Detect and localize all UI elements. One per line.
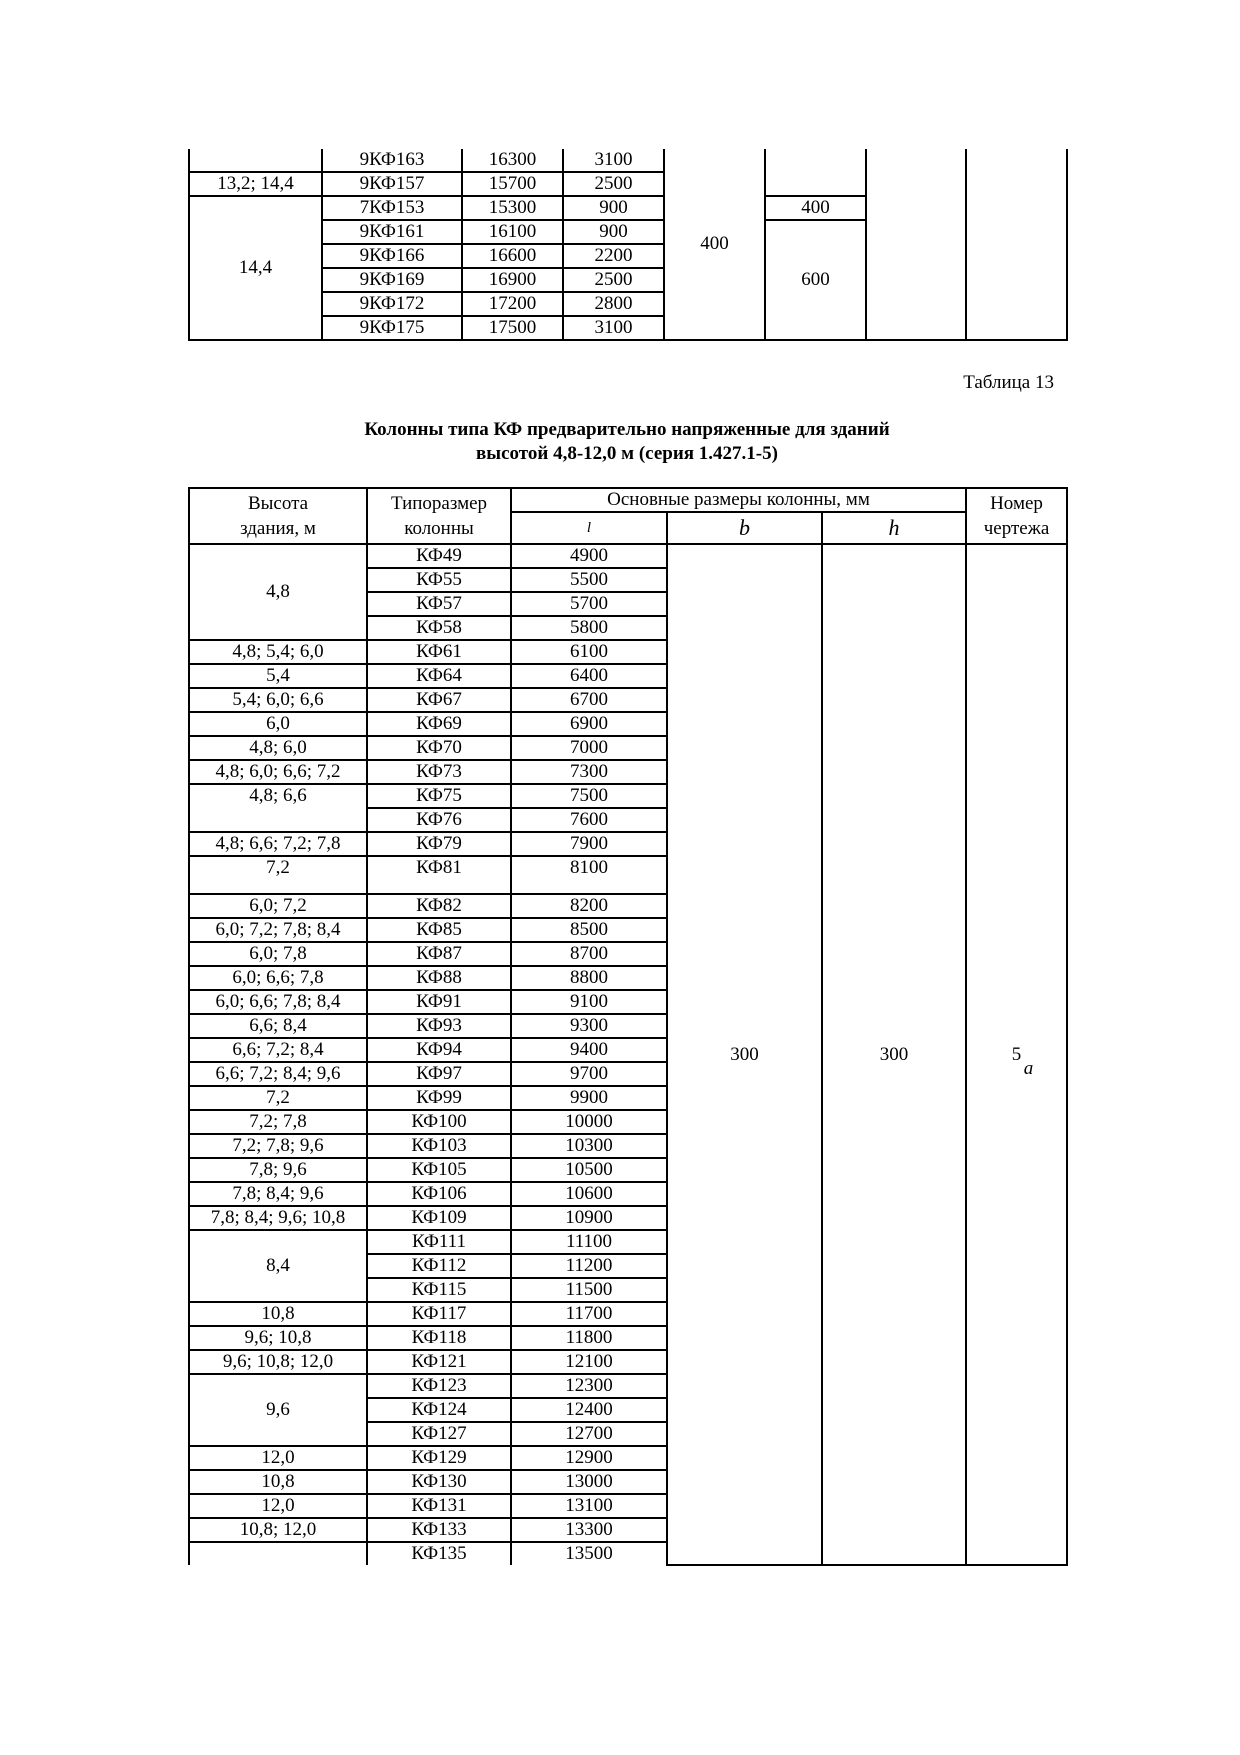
l-cell: 7900: [511, 832, 667, 856]
height-cell: 5,4: [189, 664, 367, 688]
continuation-table: [188, 149, 1068, 341]
height-cell: 4,8: [189, 544, 367, 640]
height-cell: 7,2: [189, 1086, 367, 1110]
l-cell: 9400: [511, 1038, 667, 1062]
type-cell: КФ69: [367, 712, 511, 736]
type-cell: КФ76: [367, 808, 511, 832]
height-cell: 4,8; 6,0; 6,6; 7,2: [189, 760, 367, 784]
type-cell: КФ130: [367, 1470, 511, 1494]
type-cell: КФ99: [367, 1086, 511, 1110]
l-cell: 9700: [511, 1062, 667, 1086]
height-cell: 8,4: [189, 1230, 367, 1302]
l-cell: 13500: [511, 1542, 667, 1565]
l-cell: 11500: [511, 1278, 667, 1302]
l-cell: 11100: [511, 1230, 667, 1254]
height-cell: 7,8; 8,4; 9,6: [189, 1182, 367, 1206]
table-row: [189, 149, 1067, 172]
header-height-line2: здания, м: [240, 518, 316, 539]
height-cell: 4,8; 6,0: [189, 736, 367, 760]
type-cell: КФ94: [367, 1038, 511, 1062]
header-type-line2: колонны: [404, 518, 474, 539]
l-cell: 6400: [511, 664, 667, 688]
l-cell: 5800: [511, 616, 667, 640]
type-cell: КФ82: [367, 894, 511, 918]
l-cell: 15300: [462, 196, 563, 220]
height-cell: 4,8; 5,4; 6,0: [189, 640, 367, 664]
drawing-number: [1011, 1043, 1034, 1079]
h-value-cell: 600: [765, 220, 866, 340]
type-cell: КФ105: [367, 1158, 511, 1182]
l-cell: 5700: [511, 592, 667, 616]
height-cell: 7,2; 7,8; 9,6: [189, 1134, 367, 1158]
height-cell: 7,8; 8,4; 9,6; 10,8: [189, 1206, 367, 1230]
height-cell: 7,2; 7,8: [189, 1110, 367, 1134]
l-cell: 13100: [511, 1494, 667, 1518]
height-cell: [189, 149, 322, 172]
type-cell: 9КФ169: [322, 268, 462, 292]
l-cell: 17200: [462, 292, 563, 316]
table-title-line1: Колонны типа КФ предварительно напряженные для зданий: [364, 419, 890, 440]
type-cell: КФ57: [367, 592, 511, 616]
height-cell: 6,0: [189, 712, 367, 736]
b2-cell: 900: [563, 196, 664, 220]
type-cell: КФ100: [367, 1110, 511, 1134]
height-cell: 6,6; 7,2; 8,4; 9,6: [189, 1062, 367, 1086]
l-cell: 8800: [511, 966, 667, 990]
type-cell: КФ103: [367, 1134, 511, 1158]
type-cell: КФ109: [367, 1206, 511, 1230]
type-cell: КФ121: [367, 1350, 511, 1374]
header-drawing-line1: Номер: [990, 493, 1043, 514]
type-cell: КФ135: [367, 1542, 511, 1565]
type-cell: КФ55: [367, 568, 511, 592]
header-dimensions: Основные размеры колонны, мм: [511, 488, 966, 512]
height-cell: 4,8; 6,6; 7,2; 7,8: [189, 832, 367, 856]
l-cell: 7300: [511, 760, 667, 784]
type-cell: КФ133: [367, 1518, 511, 1542]
empty-cell: [966, 149, 1067, 340]
header-l: l: [511, 512, 667, 544]
l-cell: 16900: [462, 268, 563, 292]
height-cell: 6,0; 6,6; 7,8: [189, 966, 367, 990]
height-cell: 10,8; 12,0: [189, 1518, 367, 1542]
height-cell: 9,6: [189, 1374, 367, 1446]
b-value-cell: 300: [667, 544, 822, 1565]
type-cell: КФ70: [367, 736, 511, 760]
height-cell: 12,0: [189, 1494, 367, 1518]
type-cell: КФ93: [367, 1014, 511, 1038]
height-cell: 6,0; 7,2; 7,8; 8,4: [189, 918, 367, 942]
l-cell: 12700: [511, 1422, 667, 1446]
table-title-line2: высотой 4,8-12,0 м (серия 1.427.1-5): [476, 443, 778, 464]
h-empty-cell: [765, 149, 866, 196]
b2-cell: 900: [563, 220, 664, 244]
type-cell: КФ49: [367, 544, 511, 568]
header-row: [189, 488, 1067, 512]
l-cell: 8100: [511, 856, 667, 894]
type-cell: КФ124: [367, 1398, 511, 1422]
header-drawing-line2: чертежа: [983, 518, 1050, 539]
type-cell: КФ61: [367, 640, 511, 664]
l-cell: 8500: [511, 918, 667, 942]
height-cell: 4,8; 6,6: [189, 784, 367, 832]
l-cell: 11800: [511, 1326, 667, 1350]
type-cell: 9КФ166: [322, 244, 462, 268]
height-cell: [189, 1542, 367, 1565]
b2-cell: 2500: [563, 268, 664, 292]
l-cell: 12400: [511, 1398, 667, 1422]
type-cell: КФ111: [367, 1230, 511, 1254]
l-cell: 10500: [511, 1158, 667, 1182]
header-type-line1: Типоразмер: [390, 493, 488, 514]
type-cell: КФ112: [367, 1254, 511, 1278]
type-cell: КФ81: [367, 856, 511, 894]
b2-cell: 2500: [563, 172, 664, 196]
type-cell: КФ85: [367, 918, 511, 942]
type-cell: КФ129: [367, 1446, 511, 1470]
type-cell: КФ73: [367, 760, 511, 784]
b2-cell: 3100: [563, 149, 664, 172]
b-value-cell: 400: [664, 149, 765, 340]
type-cell: КФ58: [367, 616, 511, 640]
l-cell: 10900: [511, 1206, 667, 1230]
type-cell: КФ123: [367, 1374, 511, 1398]
height-cell: 9,6; 10,8; 12,0: [189, 1350, 367, 1374]
b2-cell: 3100: [563, 316, 664, 340]
l-cell: 6100: [511, 640, 667, 664]
type-cell: КФ91: [367, 990, 511, 1014]
l-cell: 11700: [511, 1302, 667, 1326]
header-b: b: [667, 512, 822, 544]
empty-cell: [866, 149, 966, 340]
l-cell: 13300: [511, 1518, 667, 1542]
height-cell: 6,0; 6,6; 7,8; 8,4: [189, 990, 367, 1014]
type-cell: КФ87: [367, 942, 511, 966]
l-cell: 15700: [462, 172, 563, 196]
height-cell: 7,8; 9,6: [189, 1158, 367, 1182]
l-cell: 12300: [511, 1374, 667, 1398]
height-cell: 6,0; 7,2: [189, 894, 367, 918]
l-cell: 10000: [511, 1110, 667, 1134]
l-cell: 17500: [462, 316, 563, 340]
l-cell: 7600: [511, 808, 667, 832]
header-drawing: [966, 488, 1067, 544]
l-cell: 16600: [462, 244, 563, 268]
l-cell: 9900: [511, 1086, 667, 1110]
l-cell: 7500: [511, 784, 667, 808]
type-cell: КФ79: [367, 832, 511, 856]
type-cell: КФ97: [367, 1062, 511, 1086]
header-height-line1: Высота: [247, 493, 309, 514]
l-cell: 7000: [511, 736, 667, 760]
height-cell: 7,2: [189, 856, 367, 894]
type-cell: КФ127: [367, 1422, 511, 1446]
l-cell: 8200: [511, 894, 667, 918]
height-cell: 6,6; 8,4: [189, 1014, 367, 1038]
drawing-number-cell: [966, 544, 1067, 1565]
type-cell: КФ75: [367, 784, 511, 808]
table-row: [189, 544, 1067, 568]
b2-cell: 2800: [563, 292, 664, 316]
l-cell: 10300: [511, 1134, 667, 1158]
type-cell: КФ117: [367, 1302, 511, 1326]
l-cell: 5500: [511, 568, 667, 592]
type-cell: 9КФ163: [322, 149, 462, 172]
l-cell: 10600: [511, 1182, 667, 1206]
type-cell: КФ64: [367, 664, 511, 688]
height-cell: 12,0: [189, 1446, 367, 1470]
l-cell: 12100: [511, 1350, 667, 1374]
height-cell: 9,6; 10,8: [189, 1326, 367, 1350]
type-cell: КФ67: [367, 688, 511, 712]
type-cell: КФ131: [367, 1494, 511, 1518]
l-cell: 9100: [511, 990, 667, 1014]
height-cell: 6,0; 7,8: [189, 942, 367, 966]
type-cell: КФ118: [367, 1326, 511, 1350]
height-cell: 6,6; 7,2; 8,4: [189, 1038, 367, 1062]
l-cell: 12900: [511, 1446, 667, 1470]
type-cell: КФ106: [367, 1182, 511, 1206]
h-value-cell: 300: [822, 544, 966, 1565]
height-cell: 14,4: [189, 196, 322, 340]
drawing-number-sub: а: [1023, 1057, 1034, 1079]
l-cell: 6700: [511, 688, 667, 712]
header-h: h: [822, 512, 966, 544]
header-type: [367, 488, 511, 544]
l-cell: 8700: [511, 942, 667, 966]
l-cell: 11200: [511, 1254, 667, 1278]
l-cell: 6900: [511, 712, 667, 736]
l-cell: 13000: [511, 1470, 667, 1494]
type-cell: 9КФ161: [322, 220, 462, 244]
drawing-number-main: 5: [1011, 1043, 1022, 1065]
table-caption: Таблица 13: [963, 372, 1054, 393]
height-cell: 5,4; 6,0; 6,6: [189, 688, 367, 712]
height-cell: 10,8: [189, 1302, 367, 1326]
type-cell: КФ115: [367, 1278, 511, 1302]
height-cell: 10,8: [189, 1470, 367, 1494]
header-height: [189, 488, 367, 544]
type-cell: 9КФ157: [322, 172, 462, 196]
b2-cell: 2200: [563, 244, 664, 268]
l-cell: 4900: [511, 544, 667, 568]
l-cell: 16100: [462, 220, 563, 244]
h-value-cell: 400: [765, 196, 866, 220]
height-cell: 13,2; 14,4: [189, 172, 322, 196]
l-cell: 9300: [511, 1014, 667, 1038]
type-cell: 9КФ172: [322, 292, 462, 316]
type-cell: 9КФ175: [322, 316, 462, 340]
type-cell: КФ88: [367, 966, 511, 990]
type-cell: 7КФ153: [322, 196, 462, 220]
columns-table: [188, 487, 1068, 1566]
l-cell: 16300: [462, 149, 563, 172]
